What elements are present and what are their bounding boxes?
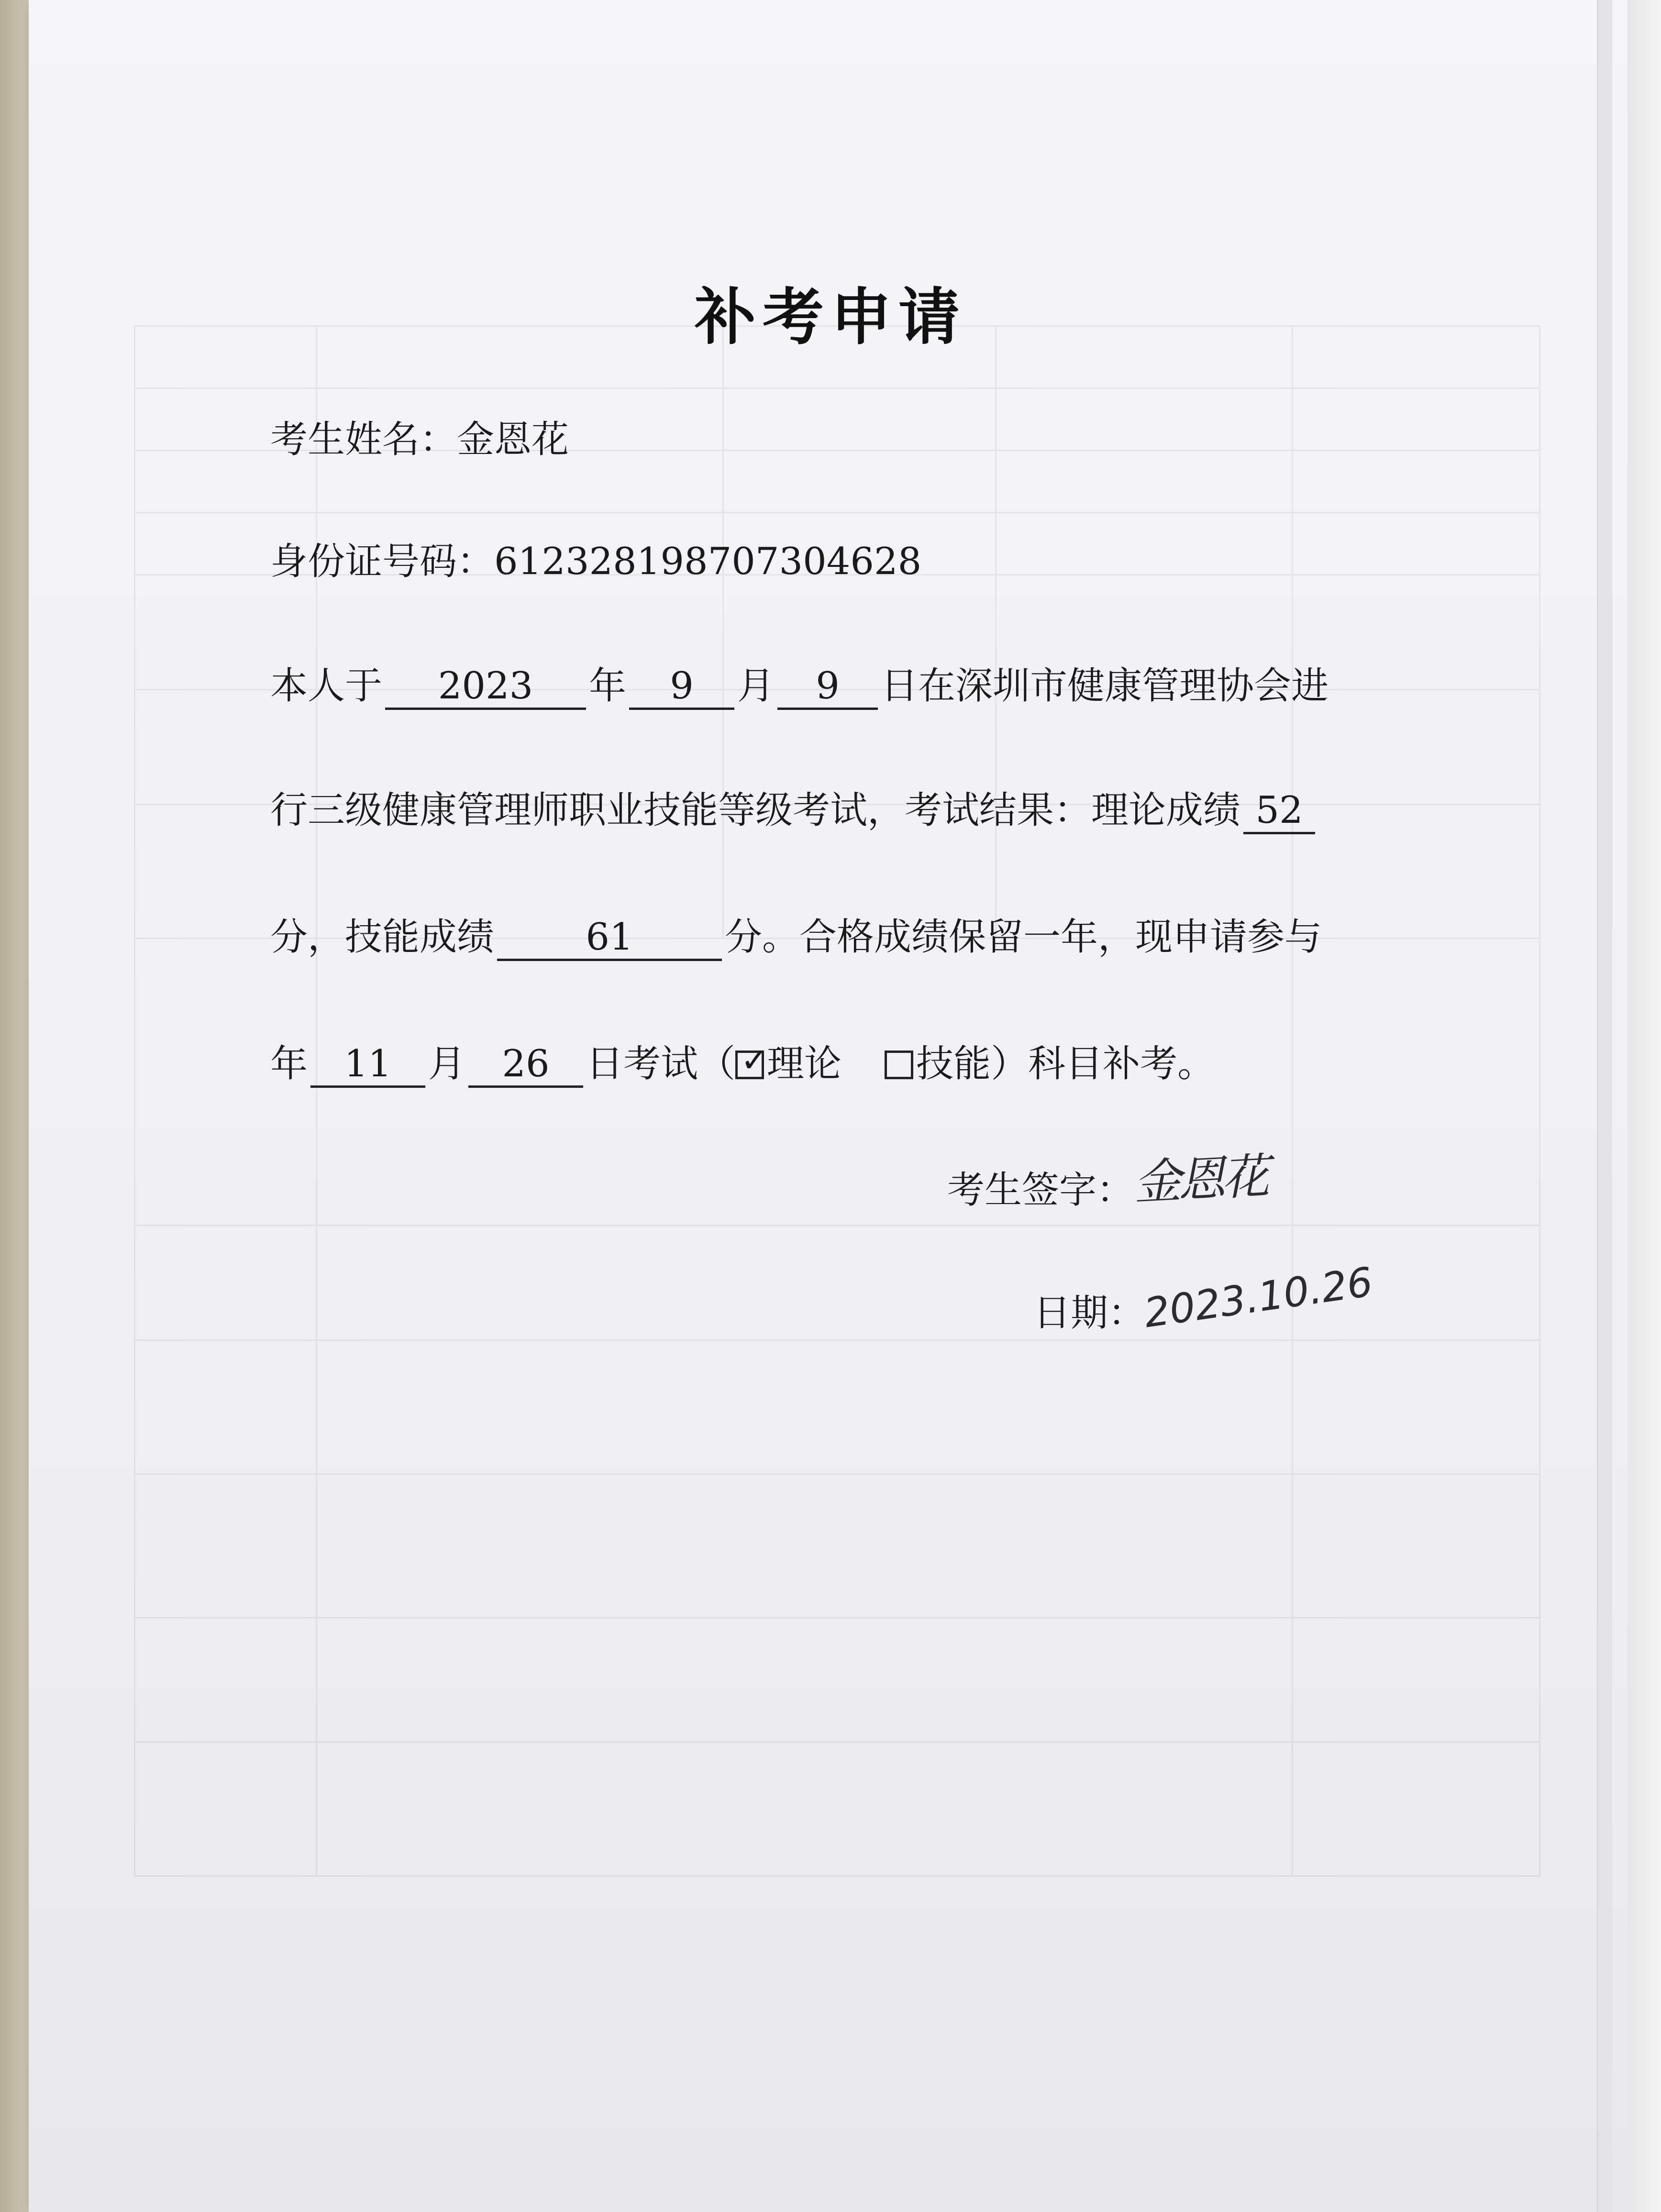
month-label: 月 — [737, 664, 775, 708]
retake-day-field: 26 — [468, 1045, 583, 1088]
year-label: 年 — [589, 664, 627, 708]
theory-score-field: 52 — [1243, 792, 1315, 834]
handwritten-signature: 金恩花 — [1132, 1148, 1267, 1211]
id-label: 身份证号码： — [270, 540, 495, 583]
document-title: 补考申请 — [694, 281, 966, 353]
option-skill-label: 技能 — [916, 1042, 991, 1085]
show-through-table — [134, 325, 1540, 2143]
check-mark-icon: ✓ — [741, 1040, 769, 1080]
option-theory-label: 理论 — [767, 1042, 842, 1085]
para3-suffix: 分。合格成绩保留一年，现申请参与 — [725, 916, 1322, 959]
paragraph-line-3 — [270, 918, 1322, 961]
exam-day-field: 9 — [777, 667, 878, 710]
para4-prefix: 年 — [270, 1042, 308, 1085]
name-value: 金恩花 — [457, 418, 569, 461]
date-label: 日期： — [1033, 1292, 1146, 1335]
exam-month-field: 9 — [629, 667, 734, 710]
para2-text: 行三级健康管理师职业技能等级考试，考试结果：理论成绩 — [270, 789, 1241, 832]
skill-score-field: 61 — [497, 918, 722, 961]
retake-month-label: 月 — [428, 1042, 466, 1085]
para3-prefix: 分，技能成绩 — [270, 916, 495, 959]
name-row — [270, 418, 569, 461]
skill-checkbox — [885, 1051, 913, 1079]
para4-middle: 日考试（ — [586, 1042, 736, 1085]
retake-month-field: 11 — [310, 1045, 425, 1088]
date-row — [1033, 1258, 1376, 1337]
name-label: 考生姓名： — [270, 418, 457, 461]
paragraph-line-1 — [270, 664, 1329, 710]
para4-suffix: ）科目补考。 — [991, 1042, 1215, 1085]
paragraph-line-2 — [270, 789, 1318, 834]
para1-suffix: 日在深圳市健康管理协会进 — [881, 664, 1329, 708]
signature-label: 考生签字： — [947, 1169, 1134, 1212]
signature-row — [947, 1148, 1267, 1212]
para1-prefix: 本人于 — [270, 664, 383, 708]
id-value: 612328198707304628 — [494, 540, 922, 583]
handwritten-date: 2023.10.26 — [1141, 1258, 1376, 1337]
exam-year-field: 2023 — [385, 667, 586, 710]
theory-checkbox — [735, 1040, 769, 1080]
id-row — [270, 540, 922, 583]
paragraph-line-4 — [270, 1040, 1215, 1088]
